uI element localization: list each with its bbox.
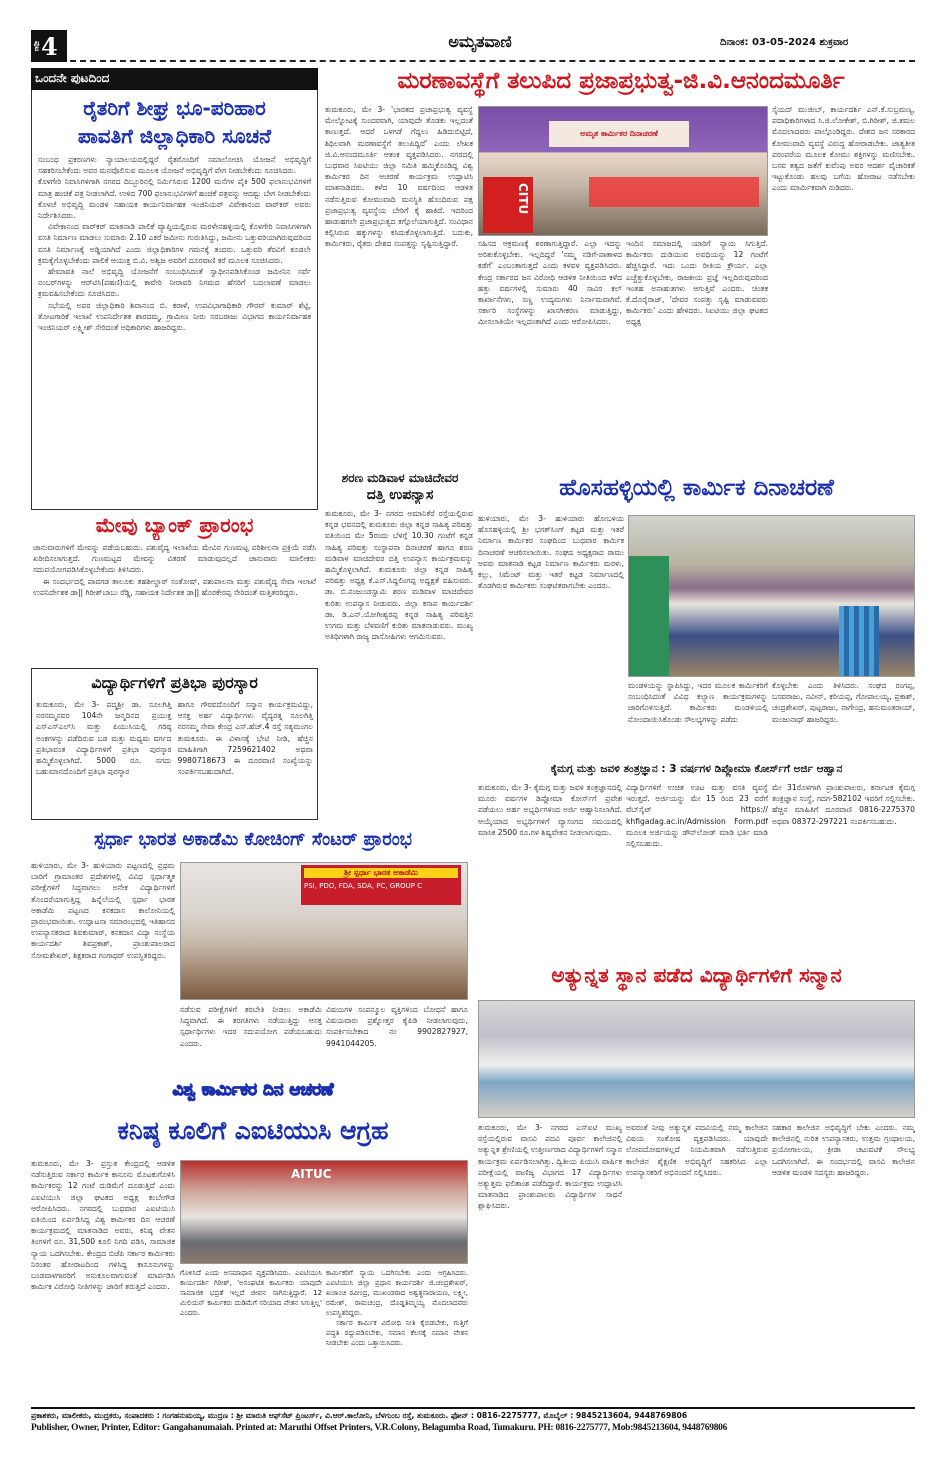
text-column: ಕೊಳ್ಳಬೇಕು ಎಂದು ತಿಳಿಸಿದರು. ಸಂಘದ ರಂಗಪ್ಪ, ಬಸವರಾಜು, ನವೀನ್, ಕರಿಯಪ್ಪ, ಗೋಪಾಲಯ್ಯ, ಪ್ರಕಾಶ್, ಚಂದ್ರಶೇಖರ್, ಪುಟ್ಟರಾಜು, ನಾಗೇಂದ್ರ, ಹನುಮಂತರಾಯ್, ಮಂಜುನಾಥ್ ಹಾಜರಿದ್ದರು. <box>772 681 915 724</box>
text-column: ಮೇ 31ರೊಳಗಾಗಿ ಪ್ರಾಂಶುಪಾಲರು, ಕರ್ನಾಟಕ ಕೈಮಗ್ಗ ತಂತ್ರಜ್ಞಾನ ಸಂಸ್ಥೆ, ಗದಗ-582102 ಇವರಿಗೆ ಸಲ್ಲಿಸಬೇಕು. ಹೆಚ್ಚಿನ ಮಾಹಿತಿಗೆ ದೂರವಾಣಿ 0816-2275370 ಅಥವಾ 08372-297221 ಸಂಪರ್ಕಿಸಬಹುದು. <box>772 783 915 826</box>
page-number: 4 <box>41 31 58 61</box>
lead-headline: ಮರಣಾವಸ್ಥೆಗೆ ತಲುಪಿದ ಪ್ರಜಾಪ್ರಭುತ್ವ-ಜಿ.ವಿ.ಆನಂದಮೂರ್ತಿ <box>397 68 845 94</box>
headline-sanmana: ಅತ್ಯುನ್ನತ ಸ್ಥಾನ ಪಡೆದ ವಿದ್ಯಾರ್ಥಿಗಳಿಗೆ ಸನ್ಮಾನ <box>551 963 842 987</box>
kicker-vishwa-karmikara: ವಿಶ್ವ ಕಾರ್ಮಿಕರ ದಿನ ಆಚರಣೆ <box>172 1080 334 1100</box>
text-column: ಗೊಳಿಸಿದೆ ಎಂದು ಅಸಮಾಧಾನ ವ್ಯಕ್ತಪಡಿಸಿದರು. ಎಐಟಿಯುಸಿ ಕಾರ್ಯದರ್ಶಿ ಗಿರೀಶ್, 'ಅಸಂಘಟಿತ ಕಾರ್ಮಿಕರು ಯಾವುದೇ ಸಾಮಾಜಿಕ ಭದ್ರತೆ ಇಲ್ಲದೆ ಜೀವನ ಸಾಗಿಸುತ್ತಿದ್ದಾರೆ. 12 ಮಿಲಿಯನ್ ಕಾರ್ಮಿಕರು ದುಡಿಮೆಗೆ ಸರಿಯಾದ ವೇತನ ಸಿಗುತ್ತಿಲ್ಲ' ಎಂದರು. <box>180 1269 322 1317</box>
text-column: ಸಹಿಸದ ಆಕ್ರಮಣಕ್ಕೆ ಶರಣಾಗುತ್ತಿದ್ದಾರೆ. ಎಲ್ಲಾ ಇದನ್ನು ಅರಿತುಕೊಳ್ಳಬೇಕು. ಇಲ್ಲದಿದ್ದರೆ 'ನಮ್ಮ ನಡಿಗೆ-ಪಾತಾಳದ ಕಡೆಗೆ' ಎಂಬಂತಾಗುತ್ತದೆ ಎಂದು ಕಳವಳ ವ್ಯಕ್ತಪಡಿಸಿದರು. ಕೇಂದ್ರ ಸರ್ಕಾರದ ಜನ ವಿರೋಧಿ ಆಡಳಿತ ನೀತಿಯಿಂದ ಕಳೆದ ಹತ್ತು ವರ್ಷಗಳಲ್ಲಿ ಸುಮಾರು 40 ಸಾವಿರ ಕಲ್ ಕಾರ್ಖಾನೆಗಳು, ಸಣ್ಣ ಉದ್ಯಮಗಳು ನಿರ್ನಾಮವಾಗಿವೆ. ಸರ್ಕಾರಿ ಸಂಸ್ಥೆಗಳನ್ನು ಖಾಸಗೀಕರಣ ಮಾಡುತ್ತಿದ್ದು, ಮೀಸಲಾತಿಯೇ ಇಲ್ಲದಂತಾಗಿದೆ ಎಂದು ಆರೋಪಿಸಿದರು. <box>478 239 622 327</box>
text-column: ಇಂದಿನ ಸಮಾಜದಲ್ಲಿ ಯಾರಿಗೆ ನ್ಯಾಯ ಸಿಗುತ್ತಿದೆ. ಕಾರ್ಮಿಕರು ದುಡಿಯುವ ಅವಧಿಯನ್ನು 12 ಗಂಟೆಗೆ ಹೆಚ್ಚಿಸಿದ್ದಾರೆ. ಇದು ಒಂದು ರೀತಿಯ ಕ್ರೌರ್ಯ. ಎಲ್ಲಾ ಎಚ್ಚೆತ್ತುಕೊಳ್ಳಬೇಕು, ರಾಜಕೀಯ ಪ್ರಜ್ಞೆ ಇಲ್ಲದಿರುವುದರಿಂದ ಇಂತಹ ಅನಾಹುತಗಳು ಆಗುತ್ತಿವೆ ಎಂದರು. ಚಿಂತಕ ಕೆ.ದೊರೈರಾಜ್, 'ದೇವರ ಸಂಪತ್ತು ಸೃಷ್ಟಿ ಮಾಡುವವರು ಕಾರ್ಮಿಕರು' ಎಂದು ಹೇಳಿದರು. ಸಿಐಟಿಯು ಜಿಲ್ಲಾ ಘಟಕದ ಅಧ್ಯಕ್ಷ <box>626 239 768 327</box>
text-column: ನಡೆಸುವ ಪರೀಕ್ಷೆಗಳಿಗೆ ತರಬೇತಿ ನೀಡಲು ಅಕಾಡೆಮಿ ಸಿದ್ಧವಾಗಿದೆ. ಈ ತರಗತಿಗಳು ನಡೆಯುತ್ತಿದ್ದು ಆಸಕ್ತ ಸ್ಪರ್ಧಾರ್ಥಿಗಳು ಇದರ ಸದುಪಯೋಗ ಪಡೆಯಬಹುದು ಎಂದರು. <box>180 1005 322 1048</box>
text-column: ಕಾರ್ಮಿಕರಿಗೆ ನ್ಯಾಯ ಒದಗಿಸಬೇಕು ಎಂದು ಆಗ್ರಹಿಸಿದರು. ಎಐಟಿಯುಸಿ ಜಿಲ್ಲಾ ಪ್ರಧಾನ ಕಾರ್ಯದರ್ಶಿ ಜಿ.ಚಂದ್ರಶೇಖರ್, ಖಜಾಂಚಿ ರವೀಂದ್ರ, ಮುಖಂಡರಾದ ಅಶ್ವತ್ಥನಾರಾಯಣ, ಲಕ್ಷ್ಮೀ, ರಮೇಶ್, ರಾಮಚಂದ್ರ, ದೊಡ್ಡತಿಮ್ಮಯ್ಯ ಮೊದಲಾದವರು ಉಪಸ್ಥಿತರಿದ್ದರು. <box>326 1269 468 1317</box>
text-column: ಅವರಂತೆ ನೀವು ಅತ್ಯುನ್ನತ ಪದವಿಯಲ್ಲಿ ನಮ್ಮ ಕಾಲೇಜಿನ ವಿಷಯ ಸಂತೋಷ ವ್ಯಕ್ತಪಡಿಸಿದರು. ಯಾವುದೇ ಲೋಪದೋಷಗಳಿಲ್ಲದೆ ನಿಯಮಿತವಾಗಿ ನಡೆಸುತ್ತಿರುವ ಕಾಲೇಜಿನ ಶೈಕ್ಷಣಿಕ ಅಭಿವೃದ್ಧಿಗೆ ಸಹಕರಿಸಿದ ಎಲ್ಲಾ ಉಪನ್ಯಾಸಕರಿಗೆ ಅಭಿನಂದನೆ ಸಲ್ಲಿಸಿದರು. <box>626 1123 768 1177</box>
flag: CITU <box>483 177 533 233</box>
text-column: ಸರ್ಕಾರ ಕಾರ್ಮಿಕ ವಿರೋಧಿ ನೀತಿ ಕೈಬಿಡಬೇಕು, ಗುತ್ತಿಗೆ ಪದ್ಧತಿ ರದ್ದುಪಡಿಸಬೇಕು, ಸಮಾನ ಕೆಲಸಕ್ಕೆ ಸಮಾನ ವೇತನ ನೀಡಬೇಕು ಎಂದು ಒತ್ತಾಯಿಸಿದರು. <box>326 1319 468 1347</box>
imprint-kannada: ಪ್ರಕಾಶಕರು, ಮಾಲೀಕರು, ಮುದ್ರಕರು, ಸಂಪಾದಕರು : ಗಂಗಹನುಮಯ್ಯ, ಮುದ್ರಣ : ಶ್ರೀ ಮಾರುತಿ ಆಫ್‌ಸೆಟ್ ಪ್ರಿಂಟರ್ಸ್, ವಿ.ಆರ್.ಕಾಲೋನಿ, ಬೆಳಗುಂಬ ರಸ್ತೆ, ತುಮಕೂರು. ಫೋನ್ : 0816-2275777, ಮೊಬೈಲ್ : 9845213604, 9448769806 <box>31 1411 688 1420</box>
headline-spardha-academy: ಸ್ಪರ್ಧಾ ಭಾರತ ಅಕಾಡೆಮಿ ಕೋಚಿಂಗ್ ಸೆಂಟರ್ ಪ್ರಾರಂಭ <box>94 829 412 850</box>
banner: ಅಮೃತ ಕಾರ್ಮಿಕರ ದಿನಾಚರಣೆ <box>549 121 689 147</box>
paragraph: ಕೊಳಗೇರಿ ನಿವಾಸಿಗಳಿಗಾಗಿ ನಗರದ ದಿಬ್ಬೂರಿನಲ್ಲಿ ನಿರ್ಮಿಸಿರುವ 1200 ಮನೆಗಳ ಪೈಕಿ 500 ಫಲಾನುಭವಿಗಳಿಗೆ ಮಾತ್ರ ಹಂಚಿಕೆ ಪತ್ರ ನೀಡಲಾಗಿದೆ. ಉಳಿದ 700 ಫಲಾನುಭವಿಗಳಿಗೆ ಹಂಚಿಕೆ ಪತ್ರವನ್ನು ಆದಷ್ಟು ಬೇಗ ನೀಡಬೇಕೆಂದು ಕೊಳಚೆ ಅಭಿವೃದ್ಧಿ ಮಂಡಳಿ ಸಹಾಯಕ ಕಾರ್ಯನಿರ್ವಾಹಕ ಇಂಜಿನಿಯರ್ ವಿವೇಕಾನಂದ ವಾರ್‌ಕರ್ ಅವರು ನಿರ್ದೇಶಿಸಿದರು. <box>38 177 311 221</box>
header-divider <box>70 60 915 62</box>
photo-labour-day-group <box>628 515 915 677</box>
text-column: ತುಮಕೂರು, ಮೇ 3- ನಗರದ ಅಮಾನಿಕೆರೆ ರಸ್ತೆಯಲ್ಲಿರುವ ಕನ್ನಡ ಭವನದಲ್ಲಿ ತುಮಕೂರು ಜಿಲ್ಲಾ ಕನ್ನಡ ಸಾಹಿತ್ಯ ಪರಿಷತ್ತು ವತಿಯಿಂದ ಮೇ 5ರಂದು ಬೆಳಿಗ್ಗೆ 10.30 ಗಂಟೆಗೆ ಕನ್ನಡ ಸಾಹಿತ್ಯ ಪರಿಷತ್ತು ಸಂಸ್ಥಾಪನಾ ದಿನಾಚರಣೆ ಹಾಗೂ ಶರಣ ಮಡಿವಾಳ ಮಾಚಿದೇವರ ದತ್ತಿ ಉಪನ್ಯಾಸ ಕಾರ್ಯಕ್ರಮವನ್ನು ಹಮ್ಮಿಕೊಳ್ಳಲಾಗಿದೆ. ತುಮಕೂರು ಜಿಲ್ಲಾ ಕನ್ನಡ ಸಾಹಿತ್ಯ ಪರಿಷತ್ತು ಅಧ್ಯಕ್ಷ ಕೆ.ಎಸ್.ಸಿದ್ದಲಿಂಗಪ್ಪ ಅಧ್ಯಕ್ಷತೆ ವಹಿಸುವರು. ಡಾ. ಬಿ.ನಂಜುಂಡಸ್ವಾಮಿ ಶರಣ ಮಡಿವಾಳ ಮಾಚಿದೇವರ ಕುರಿತು ಉಪನ್ಯಾಸ ನೀಡುವರು. ಜಿಲ್ಲಾ ಕಸಾಪ ಕಾರ್ಯದರ್ಶಿ ಡಾ. ಡಿ.ಎನ್.ಯೋಗೀಶ್ವರಪ್ಪ ಕನ್ನಡ ಸಾಹಿತ್ಯ ಪರಿಷತ್ತಿನ ಉಗಮ ಮತ್ತು ಬೆಳವಣಿಗೆ ಕುರಿತು ಮಾತನಾಡುವರು. ಮುಖ್ಯ ಅತಿಥಿಗಳಾಗಿ ರಾಜ್ಯ ದಾಸೋಹಿಗಳು ಆಗಮಿಸುವರು. <box>325 509 473 642</box>
text-column: ತುಮಕೂರು, ಮೇ 3- 'ಭಾರತದ ಪ್ರಜಾಪ್ರಭುತ್ವ ವ್ಯವಸ್ಥೆ ಮೇಲ್ನೋಟಕ್ಕೆ ಸುಂದರವಾಗಿ, ಯಾವುದೇ ತೊಡಕು ಇಲ್ಲದಂತೆ ಕಾಣುತ್ತದೆ. ಆದರೆ ಒಳಗಡೆ ಗೆದ್ದಲು ಹಿಡಿದುಬಿಟ್ಟಿದೆ, ಶಿಥಿಲವಾಗಿ ಮರಣಾವಸ್ಥೆಗೆ ತಲುಪಿದ್ದಿದೆ' ಎಂದು ಲೇಖಕ ಜಿ.ವಿ.ಆನಂದಮೂರ್ತಿ ಆತಂಕ ವ್ಯಕ್ತಪಡಿಸಿದರು. ನಗರದಲ್ಲಿ ಬುಧವಾರ ಸಿಐಟಿಯು ಜಿಲ್ಲಾ ಸಮಿತಿ ಹಮ್ಮಿಕೊಂಡಿದ್ದ ವಿಶ್ವ ಕಾರ್ಮಿಕರ ದಿನ ಆಚರಣೆ ಕಾರ್ಯಕ್ರಮ ಉದ್ಘಾಟಿಸಿ ಮಾತನಾಡಿದರು. ಕಳೆದ 10 ವರ್ಷದಿಂದ ಆಡಳಿತ ನಡೆಸುತ್ತಿರುವ ಕೋಮುವಾದಿ ಮನಸ್ಥಿತಿ ಹೊಂದಿರುವ ಪಕ್ಷ ಪ್ರಜಾಪ್ರಭುತ್ವ ವ್ಯವಸ್ಥೆಯ ಬೇರಿಗೆ ಕೈ ಹಾಕಿದೆ. ಇದರಿಂದ ಹಾಡುಹಗಲೇ ಪ್ರಜಾಪ್ರಭುತ್ವದ ಕಗ್ಗೊಲೆಯಾಗುತ್ತಿದೆ. ಸಂವಿಧಾನ ಕಲ್ಪಿಸಿರುವ ಹಕ್ಕುಗಳನ್ನು ಕಸಿದುಕೊಳ್ಳಲಾಗುತ್ತಿದೆ. ಬದುಕು, ಕಾರ್ಮಿಕರು, ರೈತರು ದೇಶದ ಸಂಪತ್ತನ್ನು ಸೃಷ್ಟಿಸುತ್ತಿದ್ದಾರೆ. <box>325 105 473 249</box>
headline-mevu-bank: ಮೇವು ಬ್ಯಾಂಕ್ ಪ್ರಾರಂಭ <box>95 513 254 537</box>
headline-datti-upanyasa <box>325 470 475 504</box>
paragraph: ವಿವೇಕಾನಂದ ವಾರ್‌ಕರ್ ಮಾತನಾಡಿ ಪಾಲಿಕೆ ವ್ಯಾಪ್ತಿಯಲ್ಲಿರುವ ಮರಳೇನಹಳ್ಳಿಯಲ್ಲಿ ಕೊಳಗೇರಿ ನಿವಾಸಿಗಳಿಗಾಗಿ ವಸತಿ ನಿರ್ಮಾಣ ಮಾಡಲು ಸುಮಾರು 2.10 ಎಕರೆ ಜಮೀನು ಗುರುತಿಸಿದ್ದು, ಜಮೀನು ಒತ್ತುವರಿಯಾಗಿರುವುದರಿಂದ ವಸತಿ ನಿರ್ಮಾಣಕ್ಕೆ ಅಡ್ಡಿಯಾಗಿದೆ ಎಂದು ಜಿಲ್ಲಾಧಿಕಾರಿಗಳ ಗಮನಕ್ಕೆ ತಂದರು. ಒತ್ತುವರಿ ತೆರವಿಗೆ ಕೂಡಲೇ ಕ್ರಮಕೈಗೊಳ್ಳಬೇಕೆಂದು ಪಾಲಿಕೆ ಆಯುಕ್ತ ಬಿ.ವಿ. ಅಶ್ವಿಜ ಅವರಿಗೆ ದೂರವಾಣಿ ಕರೆ ಮೂಲಕ ಸೂಚಿಸಿದರು. <box>38 222 311 265</box>
text-column: ಮಂಡಳಿಯನ್ನು ಸ್ಥಾಪಿಸಿದ್ದು, ಇದರ ಮೂಲಕ ಕಾರ್ಮಿಕರಿಗೆ ಸಂಬಂಧಿಸಿದಂತೆ ವಿವಿಧ ಕಲ್ಯಾಣ ಕಾರ್ಯಕ್ರಮಗಳನ್ನು ಜಾರಿಗೊಳಿಸುತ್ತಿದೆ. ಕಾರ್ಮಿಕರು ಮಂಡಳಿಯಲ್ಲಿ ನೋಂದಾಯಿಸಿಕೊಂಡು ಸೌಲಭ್ಯಗಳನ್ನು ಪಡೆದು <box>628 681 768 724</box>
text-column: ವಿದ್ಯಾರ್ಥಿಗಳಿಗೆ ಉಚಿತ ಊಟ ಮತ್ತು ವಸತಿ ವ್ಯವಸ್ಥೆ ಇರುತ್ತದೆ. ಅರ್ಜಿಯನ್ನು ಮೇ 15 ರಿಂದ 23 ವರೆಗೆ ವೆಬ್‌ಸೈಟ್ https:// khfigadag.ac.in/Admission Form.pdf ಮೂಲಕ ಅರ್ಜಿಯನ್ನು ಡೌನ್‌ಲೋಡ್ ಮಾಡಿ ಭರ್ತಿ ಮಾಡಿ ಸಲ್ಲಿಸಬಹುದು. <box>626 783 768 849</box>
masthead: ಅಮೃತವಾಣಿ <box>448 32 512 51</box>
text-column: ಹುಳಿಯಾರು, ಮೇ 3- ಹುಳಿಯಾರು ಪಟ್ಟಣದಲ್ಲಿ ಪ್ರಥಮ ಬಾರಿಗೆ ಗ್ರಾಮಾಂತರ ಪ್ರದೇಶಗಳಲ್ಲಿ ವಿವಿಧ ಸ್ಪರ್ಧಾತ್ಮಕ ಪರೀಕ್ಷೆಗಳಿಗೆ ಸಿದ್ಧವಾಗಲು ಅನೇಕ ವಿದ್ಯಾರ್ಥಿಗಳಿಗೆ ತೊಂದರೆಯಾಗುತ್ತಿದ್ದ ಹಿನ್ನೆಲೆಯಲ್ಲಿ ಸ್ಪರ್ಧಾ ಭಾರತ ಅಕಾಡೆಮಿ ಪಟ್ಟಣದ ಕನಕದಾಸ ಕಾಲೋನಿಯಲ್ಲಿ ಪ್ರಾರಂಭವಾಯಿತು. ಉದ್ಘಾಟನಾ ಸಮಾರಂಭದಲ್ಲಿ ಇತಿಹಾಸದ ಉಪನ್ಯಾಸಕರಾದ ಶಿವಕುಮಾರ್, ಕನಕದಾಸ ವಿದ್ಯಾ ಸಂಸ್ಥೆಯ ಕಾರ್ಯದರ್ಶಿ ಶಿವಪ್ರಕಾಶ್, ಪ್ರಾಂಶುಪಾಲರಾದ ಸೋಮಶೇಖರ್, ಶಿಕ್ಷಕರಾದ ಗಂಗಾಧರ್ ಉಪಸ್ಥಿತರಿದ್ದರು. <box>31 861 175 960</box>
paragraph: ಈ ಸಂದರ್ಭದಲ್ಲಿ ಪಾವಗಡ ತಾಲೂಕು ತಹಶೀಲ್ದಾರ್ ಸಂತೋಷ್, ಪಶುಪಾಲನಾ ಮತ್ತು ಪಶುವೈದ್ಯ ಸೇವಾ ಇಲಾಖೆ ಉಪನಿರ್ದೇಶಕ ಡಾ|| ಗಿರೀಶ್‌ಬಾಬು ರೆಡ್ಡಿ, ಸಹಾಯಕ ನಿರ್ದೇಶಕ ಡಾ|| ಹೊರಕೇರಪ್ಪ ಸೇರಿದಂತೆ ಮತ್ತಿತರರಿದ್ದರು. <box>33 576 316 597</box>
headline-hosahalli: ಹೊಸಹಳ್ಳಿಯಲ್ಲಿ ಕಾರ್ಮಿಕ ದಿನಾಚರಣೆ <box>559 475 834 501</box>
text-column-group <box>326 1268 468 1404</box>
paragraph: ಸಭೆಯಲ್ಲಿ ಅಪರ ಜಿಲ್ಲಾಧಿಕಾರಿ ಶಿವಾನಂದ ಬಿ. ಕರಾಳೆ, ಉಪವಿಭಾಗಾಧಿಕಾರಿ ಗೌರವ್ ಕುಮಾರ್ ಶೆಟ್ಟಿ, ತೋಟಗಾರಿಕೆ ಇಲಾಖೆ ಉಪನಿರ್ದೇಶಕ ಶಾರದಮ್ಮ, ಗ್ರಾಮೀಣ ನೀರು ಸರಬರಾಜು ವಿಭಾಗದ ಕಾರ್ಯನಿರ್ವಾಹಕ ಇಂಜಿನಿಯರ್ ಲಕ್ಷ್ಮೀಶ್ ಸೇರಿದಂತೆ ಅಧಿಕಾರಿಗಳು ಹಾಜರಿದ್ದರು. <box>38 300 311 333</box>
text-column: ವಿಷಯಗಳ ಸಂಪನ್ಮೂಲ ವ್ಯಕ್ತಿಗಳಿಂದ ಬೋಧನೆ ಹಾಗೂ ವಿಷಯವಾರು ಪ್ರಶ್ನೋತ್ತರ ಕೈಪಿಡಿ ನೀಡಲಾಗುವುದು, ಸಂಪರ್ಕಿಸಬೇಕಾದ ನಂ 9902827927, 9941044205. <box>326 1005 468 1048</box>
paragraph: ಜಾನುವಾರುಗಳಿಗೆ ಮೇವನ್ನು ಪಡೆಯಬಹುದು. ಪಶುವೈದ್ಯ ಇಲಾಖೆಯ ಮೇವಿನ ಗುಣಮಟ್ಟ ಪರಿಶೀಲನಾ ಪ್ರಕ್ರಿಯೆ ನಡೆಸಿ ಖರೀದಿಸಲಾಗುತ್ತದೆ. ಗುಣಮಟ್ಟದ ಮೇವನ್ನು ವಿತರಣೆ ಮಾಡುವುದಲ್ಲದೆ ಜಾನುವಾರು ಮಾಲೀಕರು ಸದುಪಯೋಗಪಡಿಸಿಕೊಳ್ಳಬೇಕೆಂದು ತಿಳಿಸಿದರು. <box>33 543 316 575</box>
text-column: ತುಮಕೂರು, ಮೇ 3- ಕೈಮಗ್ಗ ಮತ್ತು ಜವಳಿ ತಂತ್ರಜ್ಞಾನದಲ್ಲಿ ಮೂರು ವರ್ಷಗಳ ಡಿಪ್ಲೋಮಾ ಕೋರ್ಸ್‌ಗೆ ಪ್ರವೇಶ ಪಡೆಯಲು ಅರ್ಹ ಅಭ್ಯರ್ಥಿಗಳಿಂದ ಅರ್ಜಿ ಆಹ್ವಾನಿಸಲಾಗಿದೆ. ಆಯ್ಕೆಯಾದ ಅಭ್ಯರ್ಥಿಗಳಿಗೆ ವ್ಯಾಸಂಗದ ಸಮಯದಲ್ಲಿ ಮಾಸಿಕ 2500 ರೂ.ಗಳ ಶಿಷ್ಯವೇತನ ನೀಡಲಾಗುವುದು. <box>478 783 622 837</box>
headline-line: ಶರಣ ಮಡಿವಾಳ ಮಾಚಿದೇವರ <box>341 471 459 485</box>
issue-date: ದಿನಾಂಕ: 03-05-2024 ಶುಕ್ರವಾರ <box>720 37 849 48</box>
headline-line: ದತ್ತಿ ಉಪನ್ಯಾಸ <box>366 487 434 503</box>
headline-aituc: ಕನಿಷ್ಠ ಕೂಲಿಗೆ ಎಐಟಿಯುಸಿ ಆಗ್ರಹ <box>117 1116 389 1145</box>
headline-pratibha-puraskara: ವಿದ್ಯಾರ್ಥಿಗಳಿಗೆ ಪ್ರತಿಭಾ ಪುರಸ್ಕಾರ <box>91 673 258 692</box>
text-column: ತುಮಕೂರು, ಮೇ 3- ಪ್ರಸ್ತುತ ಕೇಂದ್ರದಲ್ಲಿ ಆಡಳಿತ ನಡೆಸುತ್ತಿರುವ ಸರ್ಕಾರ ಕಾರ್ಮಿಕ ಕಾನೂನು ಮೊಟಕುಗೊಳಿಸಿ ಕಾರ್ಮಿಕರನ್ನು 12 ಗಂಟೆ ದುಡಿಮೆಗೆ ದೂಡುತ್ತಿದೆ ಎಂದು ಎಐಟಿಯುಸಿ ಜಿಲ್ಲಾ ಘಟಕದ ಅಧ್ಯಕ್ಷ ಕಂಬೇಗೌಡ ಆರೋಪಿಸಿದರು. ನಗರದಲ್ಲಿ ಬುಧವಾರ ಎಐಟಿಯುಸಿ ವತಿಯಿಂದ ಏರ್ಪಡಿಸಿದ್ದ ವಿಶ್ವ ಕಾರ್ಮಿಕರ ದಿನ ಆಚರಣೆ ಕಾರ್ಯಕ್ರಮದಲ್ಲಿ ಮಾತನಾಡಿದ ಅವರು, ಕನಿಷ್ಠ ವೇತನ ತಿಂಗಳಿಗೆ ರೂ. 31,500 ಕೂಲಿ ನಿಗದಿ ಪಡಿಸಿ, ಸಾಮಾಜಿಕ ನ್ಯಾಯ ಒದಗಿಸಬೇಕು. ಕೇಂದ್ರದ ಬಿಜೆಪಿ ಸರ್ಕಾರ ಕಾರ್ಮಿಕರು ನಿರಂತರ ಹೋರಾಟದಿಂದ ಗಳಿಸಿದ್ದ ಕಾನೂನುಗಳನ್ನು ಬಂಡವಾಳಗಾರರಿಗೆ ಅನುಕೂಲವಾಗುವಂತೆ ಮಾರ್ಪಡಿಸಿ ಕಾರ್ಮಿಕ ವಿರೋಧಿ ನೀತಿಗಳನ್ನು ಜಾರಿಗೆ ತರುತ್ತಿದೆ ಎಂದರು. <box>31 1159 175 1292</box>
photo-students-felicitation <box>478 1000 915 1118</box>
photo-citu-meeting <box>478 106 768 236</box>
headline-diploma: ಕೈಮಗ್ಗ ಮತ್ತು ಜವಳಿ ತಂತ್ರಜ್ಞಾನ : 3 ವರ್ಷಗಳ ಡಿಪ್ಲೋಮಾ ಕೋರ್ಸ್‌ಗೆ ಅರ್ಜಿ ಆಹ್ವಾನ <box>550 763 843 775</box>
imprint-english: Publisher, Owner, Printer, Editor: Gangahanumaiah. Printed at: Maruthi Offset Printers, V.R.Colony, Belagumba Road, Tumakuru. PH: 0816-2275777, Mob:9845213604, 9448769806 <box>31 1423 728 1433</box>
banner: AITUC <box>291 1167 332 1181</box>
photo-academy-inauguration <box>180 862 468 1000</box>
headline: ಪಾವತಿಗೆ ಜಿಲ್ಲಾಧಿಕಾರಿ ಸೂಚನೆ <box>77 124 272 148</box>
text-column: ಹಾಗೂ ಗೌರವದೊಂದಿಗೆ ಸನ್ಮಾನ ಕಾರ್ಯಕ್ರಮವಿದ್ದು, ಆಸಕ್ತ ಅರ್ಹ ವಿದ್ಯಾರ್ಥಿಗಳು ವೈದ್ಯರತ್ನ ಸೂಲಗಿತ್ತಿ ನರಸಮ್ಮ ಸೇವಾ ಕೇಂದ್ರ ಎಸ್.ಹೆಚ್.4 ರಸ್ತೆ ಸತ್ಯಮಂಗಲ ತುಮಕೂರು. ಈ ವಿಳಾಸಕ್ಕೆ ಭೇಟಿ ನೀಡಿ, ಹೆಚ್ಚಿನ ಮಾಹಿತಿಗಾಗಿ 7259621402 ಅಥವಾ 9980718673 ಈ ದೂರವಾಣಿ ಸಂಖ್ಯೆಯನ್ನು ಸಂಪರ್ಕಿಸಬಹುದಾಗಿದೆ. <box>177 700 313 777</box>
text-column: ಹುಳಿಯಾರು, ಮೇ 3- ಹುಳಿಯಾರು ಹೋಬಳಿಯ ಹೊಸಹಳ್ಳಿಯಲ್ಲಿ ಶ್ರೀ ಭಗತ್‌ಸಿಂಗ್ ಕಟ್ಟಡ ಮತ್ತು ಇತರೆ ನಿರ್ಮಾಣ ಕಾರ್ಮಿಕರ ಸಂಘದಿಂದ ಬುಧವಾರ ಕಾರ್ಮಿಕ ದಿನಾಚರಣೆ ಆಚರಿಸಲಾಯಿತು. ಸಂಘದ ಅಧ್ಯಕ್ಷರಾದ ರಾಮು ಅವರು ಮಾತನಾಡಿ ಕಟ್ಟಡ ನಿರ್ಮಾಣ ಕಾರ್ಮಿಕರು ಮರಳು, ಕಲ್ಲು, ಸಿಮೆಂಟ್ ಮತ್ತು ಇತರೆ ಕಟ್ಟಡ ನಿರ್ಮಾಣದಲ್ಲಿ ತೊಡಗಿರುವ ಕಾರ್ಮಿಕರು ಸಂಘಟಿತರಾಗಬೇಕು ಎಂದರು. <box>478 514 624 591</box>
story-bhoo-parihara <box>31 90 318 510</box>
text-column: ತುಮಕೂರು, ಮೇ 3- ಪದ್ಮಶ್ರೀ ಡಾ. ಸೂಲಗಿತ್ತಿ ನರಸಮ್ಮನವರ 104ನೇ ಜನ್ಮದಿನದ ಪ್ರಯುಕ್ತ ಎಸ್‌ಎಸ್‌ಎಲ್‌ಸಿ ಮತ್ತು ಪಿಯುಸಿಯಲ್ಲಿ ಗರಿಷ್ಠ ಅಂಕಗಳನ್ನು ಪಡೆದಿರುವ ಬಡ ಮತ್ತು ಮಧ್ಯಮ ವರ್ಗದ ಪ್ರತಿಭಾವಂತ ವಿದ್ಯಾರ್ಥಿಗಳಿಗೆ ಪ್ರತಿಭಾ ಪುರಸ್ಕಾರ ಹಮ್ಮಿಕೊಳ್ಳಲಾಗಿದೆ. 5000 ರೂ. ನಗದು ಬಹುಮಾನದೊಂದಿಗೆ ಪ್ರತಿಭಾ ಪುರಸ್ಕಾರ <box>36 700 172 777</box>
text-column: ತುಮಕೂರು, ಮೇ 3- ನಗರದ ಎಸ್‌ಐಟಿ ಮುಖ್ಯ ರಸ್ತೆಯಲ್ಲಿರುವ ವಾಸವಿ ಪದವಿ ಪೂರ್ವ ಕಾಲೇಜಿನಲ್ಲಿ ಅತ್ಯುನ್ನತ ಶ್ರೇಣಿಯಲ್ಲಿ ಉತ್ತೀರ್ಣರಾದ ವಿದ್ಯಾರ್ಥಿಗಳಿಗೆ ಸನ್ಮಾನ ಕಾರ್ಯಕ್ರಮ ಏರ್ಪಡಿಸಲಾಗಿತ್ತು. ದ್ವಿತೀಯ ಪಿಯುಸಿ ವಾರ್ಷಿಕ ಪರೀಕ್ಷೆಯಲ್ಲಿ ವಾಣಿಜ್ಯ ವಿಭಾಗದ 17 ವಿದ್ಯಾರ್ಥಿಗಳು ಅತ್ಯುತ್ತಮ ಫಲಿತಾಂಶ ಪಡೆದಿದ್ದಾರೆ. ಕಾರ್ಯಕ್ರಮ ಉದ್ಘಾಟಿಸಿ ಮಾತನಾಡಿದ ಪ್ರಾಂಶುಪಾಲರು ವಿದ್ಯಾರ್ಥಿಗಳ ಸಾಧನೆ ಶ್ಲಾಘಿಸಿದರು. <box>478 1123 622 1211</box>
banner: ಶ್ರೀ ಸ್ಪರ್ಧಾ ಭಾರತ ಅಕಾಡೆಮಿ <box>304 868 458 878</box>
page-label: ಪುಟ <box>33 40 41 52</box>
headline: ರೈತರಿಗೆ ಶೀಘ್ರ ಭೂ-ಪರಿಹಾರ <box>83 96 266 120</box>
paragraph: ಹೇಮಾವತಿ ನಾಲೆ ಅಭಿವೃದ್ಧಿ ಯೋಜನೆಗೆ ಸಂಬಂಧಿಸಿದಂತೆ ಸ್ವಾಧೀನಪಡಿಸಿಕೊಂಡ ಜಮೀನಿನ ಸರ್ವೆ ನಂಬರ್‌ಗಳನ್ನು ಆರ್‌ಟಿಸಿ(ಪಹಣಿ)ಯಲ್ಲಿ ಕಾವೇರಿ ನೀರಾವರಿ ನಿಗಮದ ಹೆಸರಿಗೆ ಬದಲಾವಣೆ ಮಾಡಲು ಕ್ರಮವಹಿಸಬೇಕೆಂದು ಸೂಚಿಸಿದರು. <box>38 267 311 299</box>
photo-aituc-meeting <box>180 1160 468 1264</box>
banner-sub: PSI, PDO, FDA, SDA, PC, GROUP C <box>304 882 423 890</box>
footer-divider <box>31 1407 915 1409</box>
text-column: ಸಹಕಾರ ಕಾಲೇಜಿನ ಅಭಿವೃದ್ಧಿಗೆ ಬೇಕು ಎಂದರು. ನಮ್ಮ ಕಾಲೇಜಿನಲ್ಲಿ ನುರಿತ ಉಪನ್ಯಾಸಕರು, ಉತ್ತಮ ಗ್ರಂಥಾಲಯ, ಪ್ರಯೋಗಾಲಯ, ಕ್ರೀಡಾ ಚಟುವಟಿಕೆ ಸೌಲಭ್ಯ ಒದಗಿಸಲಾಗಿದೆ. ಈ ಸಂದರ್ಭದಲ್ಲಿ ವಾಸವಿ ಕಾಲೇಜಿನ ಆಡಳಿತ ಮಂಡಳಿ ಸದಸ್ಯರು ಹಾಜರಿದ್ದರು. <box>772 1123 915 1177</box>
text-column: ಸೈಯದ್ ಮುಜೀಬ್, ಕಾರ್ಯದರ್ಶಿ ಎನ್.ಕೆ.ಸುಬ್ರಮಣ್ಯ, ಪದಾಧಿಕಾರಿಗಳಾದ ಸಿ.ಜಿ.ಲೋಕೇಶ್, ಬಿ.ಗಿರೀಶ್, ಜಿ.ಕಮಲ ಮೊದಲಾದವರು ಪಾಲ್ಗೊಂಡಿದ್ದರು. ದೇಶದ ಜನ ಸರಕಾರದ ಕೋಮುವಾದಿ ವ್ಯವಸ್ಥೆ ವಿರುದ್ಧ ಹೋರಾಡಬೇಕು. ಜಾತ್ಯತೀತ ಪರಂಪರೆಯ ಮೂಲಕ ಕೋಮು ಶಕ್ತಿಗಳನ್ನು ಮಣಿಸಬೇಕು. ಬಸವ ತತ್ವದ ಜತೆಗೆ ಕುವೆಂಪು ಅವರ ಆದರ್ಶ ವೈಚಾರಿಕತೆ ಇಟ್ಟುಕೊಂಡು ಹಲವು ಬಗೆಯ ಹೋರಾಟ ನಡೆಸಬೇಕು ಎಂದು ಮಾರ್ಮಿಕವಾಗಿ ನುಡಿದರು. <box>772 105 915 193</box>
continued-label: ಒಂದನೇ ಪುಟದಿಂದ <box>31 68 318 90</box>
paragraph: ಸಂಬಂಧ ಪ್ರಕರಣಗಳು ನ್ಯಾಯಾಲಯದಲ್ಲಿದ್ದರೆ ರೈತರೊಂದಿಗೆ ಸಮಾಲೋಚಿಸಿ ಯೋಜನೆ ಅಭಿವೃದ್ಧಿಗೆ ಸಹಕರಿಸಬೇಕೆಂದು ಅವರ ಮನವೊಲಿಸುವ ಮೂಲಕ ಯೋಜನೆ ಅಭಿವೃದ್ಧಿಗೆ ವೇಗ ನೀಡಬೇಕೆಂದು ಸೂಚಿಸಿದರು. <box>38 155 311 176</box>
page-number-badge <box>31 30 67 62</box>
